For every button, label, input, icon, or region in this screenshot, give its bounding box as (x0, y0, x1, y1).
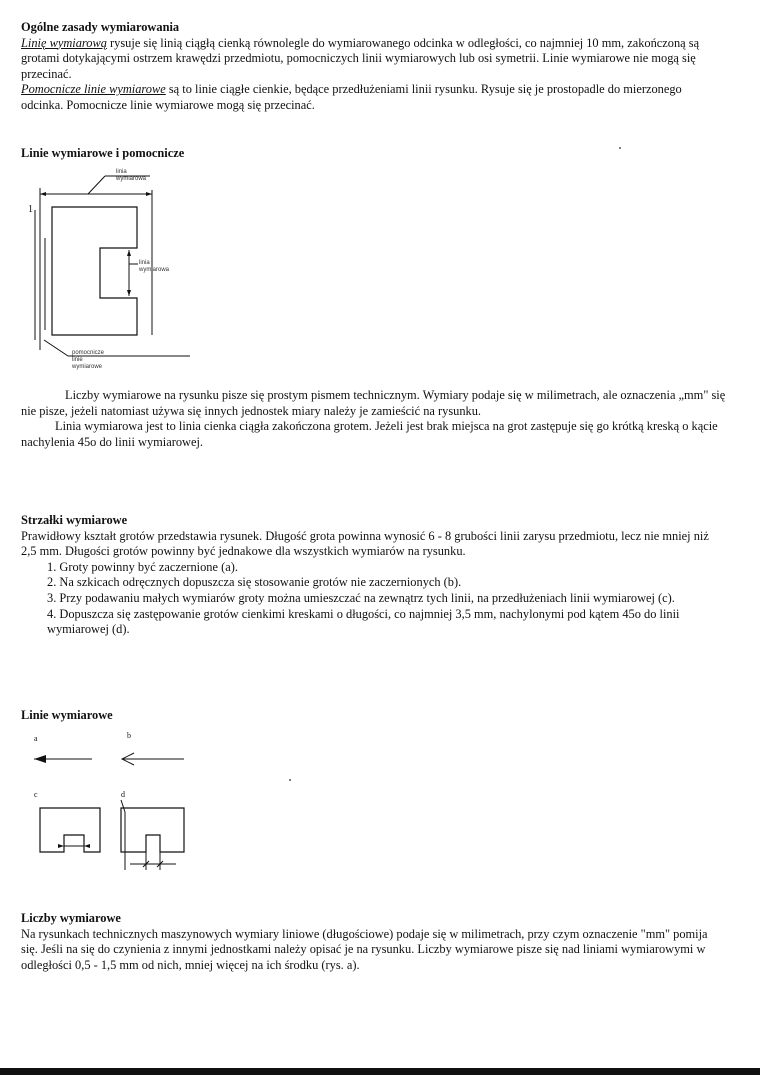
arrow-a-head (34, 755, 46, 763)
arrows-item-4: 4. Dopuszcza się zastępowanie grotów cienkimi kreskami o długości, co najmniej 3,5 mm, nachylonymi pod kątem 45o do linii wymiarowej (d). (47, 606, 680, 637)
label-dim-line-top: linia wymiarowa (116, 169, 147, 182)
arrows-intro: Prawidłowy kształt grotów przedstawia rysunek. Długość grota powinna wynosić 6 - 8 grubości linii zarysu przedmiotu, lecz nie mniej niż 2,5 mm. Długości grotów powinny być jednakowe dla wszystkich wymiarów na rysunku. (21, 528, 709, 559)
label-dim-line-inner: linia wymiarowa (139, 260, 170, 273)
lines-paragraph-1: Liczby wymiarowe na rysunku pisze się prostym pismem technicznym. Wymiary podaje się w milimetrach, ale oznaczenia „mm" się nie pisze, jeżeli natomiast używa się innych jednostek miary należy je zamieścić na rysunku. (21, 388, 726, 418)
term-dimension-line: Linię wymiarową (21, 35, 107, 50)
section-numbers (21, 911, 726, 973)
label-aux-lines: pomocnicze linie wymiarowe (72, 350, 105, 370)
fig-label-d: d (121, 790, 125, 799)
arrows-item-2: 2. Na szkicach odręcznych dopuszcza się stosowanie grotów nie zaczernionych (b). (47, 575, 462, 590)
general-paragraph-2-text: są to linie ciągłe cienkie, będące przedłużeniami linii rysunku. Rysuje się je prostopadle do mierzonego odcinka. Pomocnicze linie wymiarowe mogą się przecinać. (21, 82, 682, 112)
numbers-paragraph: Na rysunkach technicznych maszynowych wymiary liniowe (długościowe) podaje się w milimetrach, przy czym oznaczenie "mm" pomija się. Jeśli na się do czynienia z innymi jednostkami należy opisać je na rysunku. Liczby wymiarowe pisze się nad liniami wymiarowymi w odległości 0,5 - 1,5 mm od nich, mniej więcej na ich środku (rys. a). (21, 926, 708, 972)
part-c-outline (40, 808, 100, 852)
arrows-item-1: 1. Groty powinny być zaczernione (a). (47, 559, 238, 574)
general-paragraph-1-text: rysuje się linią ciągłą cienką równolegle do wymiarowanego odcinka w odległości, co najmniej 10 mm, zakończoną są grotami dotykającymi ostrzem krawędzi przedmiotu, pomocniczych linii wymiarowych lub osi symetrii. Linie wymiarowe nie mogą się przecinać. (21, 35, 700, 81)
arrows-item-3: 3. Przy podawaniu małych wymiarów groty można umieszczać na zewnątrz tych linii, na przedłużeniach linii wymiarowej (c). (47, 590, 675, 605)
part-d-outline (121, 808, 184, 852)
section-lines-title: Linie wymiarowe i pomocnicze (21, 146, 185, 160)
term-auxiliary-lines: Pomocnicze linie wymiarowe (21, 82, 166, 97)
section-numbers-title: Liczby wymiarowe (21, 911, 121, 925)
label-number-one: 1 (28, 204, 33, 215)
fig-label-c: c (34, 790, 38, 799)
section-dim-lines-title: Linie wymiarowe (21, 708, 113, 722)
section-arrows-title: Strzałki wymiarowe (21, 513, 128, 527)
lines-paragraph-2: Linia wymiarowa jest to linia cienka ciągła zakończona grotem. Jeżeli jest brak miejsca na grot zastępuje się go krótką kreską o kącie nachylenia 45o do linii wymiarowej. (21, 419, 718, 449)
scan-bottom-edge (0, 1068, 760, 1075)
fig-label-a: a (34, 734, 38, 743)
fig-label-b: b (127, 731, 131, 740)
section-general-title: Ogólne zasady wymiarowania (21, 20, 180, 34)
